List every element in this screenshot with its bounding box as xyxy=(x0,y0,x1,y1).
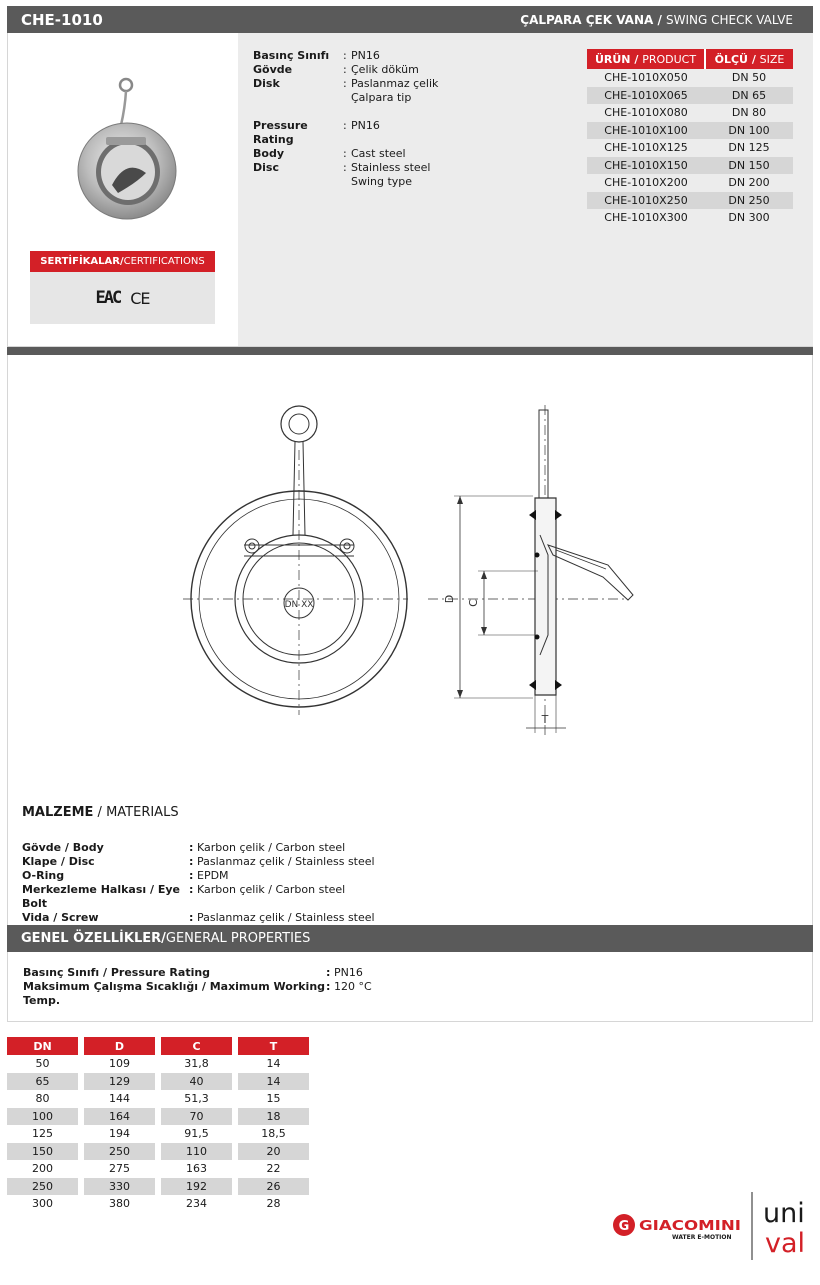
product-row xyxy=(587,157,793,175)
product-size-cell: DN 50 xyxy=(731,71,767,85)
spec-key xyxy=(253,105,343,119)
product-row xyxy=(587,87,793,105)
dimension-cell: 31,8 xyxy=(184,1057,209,1071)
spec-colon: : xyxy=(343,161,347,174)
dimension-row xyxy=(7,1178,309,1196)
section-divider xyxy=(7,347,813,355)
material-value: Paslanmaz çelik / Stainless steel xyxy=(197,855,375,868)
side-view xyxy=(428,405,633,735)
dimension-cell: 28 xyxy=(266,1197,281,1211)
dimension-row xyxy=(7,1125,309,1143)
product-code-cell: CHE-1010X300 xyxy=(604,211,688,225)
product-size-cell: DN 100 xyxy=(705,122,793,140)
material-row xyxy=(22,855,375,869)
dimension-cell: 192 xyxy=(161,1178,232,1196)
dimension-cell: 20 xyxy=(238,1143,309,1161)
dimension-row xyxy=(7,1108,309,1126)
material-value: EPDM xyxy=(197,869,229,882)
spec-key: Pressure Rating xyxy=(253,119,308,146)
material-colon: : xyxy=(189,869,194,882)
ce-mark-icon: CE xyxy=(130,288,150,308)
spec-row xyxy=(253,63,438,77)
material-value: Karbon çelik / Carbon steel xyxy=(197,841,346,854)
product-row xyxy=(587,174,793,192)
product-code-cell: CHE-1010X050 xyxy=(604,71,688,85)
dimension-cell: 14 xyxy=(266,1057,281,1071)
dimension-cell: 163 xyxy=(186,1162,207,1176)
product-row xyxy=(587,209,793,227)
product-summary xyxy=(7,33,813,347)
product-size-cell: DN 250 xyxy=(705,192,793,210)
dim-t-label: T xyxy=(541,713,549,726)
technical-drawing xyxy=(8,355,814,795)
spec-colon: : xyxy=(343,147,347,160)
dimension-cell: 50 xyxy=(35,1057,50,1071)
spec-row xyxy=(253,49,438,63)
general-value: PN16 xyxy=(334,966,363,979)
dimension-cell: 14 xyxy=(238,1073,309,1091)
size-header: ÖLÇÜ / SIZE xyxy=(705,49,793,69)
dimension-cell: 330 xyxy=(84,1178,155,1196)
dimension-cell: 51,3 xyxy=(184,1092,209,1106)
spec-row xyxy=(253,161,438,175)
dimension-row xyxy=(7,1055,309,1073)
material-row xyxy=(22,883,375,911)
dimension-row xyxy=(7,1195,309,1213)
spec-colon xyxy=(343,91,351,105)
dimension-cell: 109 xyxy=(109,1057,130,1071)
product-row xyxy=(587,122,793,140)
dimension-cell: 200 xyxy=(32,1162,53,1176)
dimension-header: T xyxy=(238,1037,309,1055)
material-key: Vida / Screw xyxy=(22,911,99,924)
product-code-cell: CHE-1010X080 xyxy=(604,106,688,120)
product-row xyxy=(587,104,793,122)
dimension-header: D xyxy=(84,1037,155,1055)
spec-row xyxy=(253,147,438,161)
material-colon: : xyxy=(189,883,194,896)
dimension-cell: 26 xyxy=(238,1178,309,1196)
dimension-cell: 380 xyxy=(109,1197,130,1211)
material-value: Paslanmaz çelik / Stainless steel xyxy=(197,911,375,924)
spec-value: PN16 xyxy=(351,119,380,132)
spec-list xyxy=(253,49,438,189)
unival-logo-top: uni xyxy=(763,1198,805,1229)
dimension-cell: 22 xyxy=(266,1162,281,1176)
dimension-cell: 250 xyxy=(84,1143,155,1161)
spec-row xyxy=(253,119,438,147)
general-value: 120 °C xyxy=(334,980,372,993)
material-colon: : xyxy=(189,855,194,868)
material-key: Gövde / Body xyxy=(22,841,104,854)
spec-value: Swing type xyxy=(351,175,413,188)
product-code-cell: CHE-1010X065 xyxy=(587,87,705,105)
dimension-table xyxy=(7,1037,309,1213)
general-key: Basınç Sınıfı / Pressure Rating xyxy=(23,966,211,979)
product-size-cell: DN 125 xyxy=(728,141,770,155)
spec-value: Cast steel xyxy=(351,147,406,160)
dimension-header: DN xyxy=(7,1037,78,1055)
dimension-cell: 275 xyxy=(109,1162,130,1176)
giacomini-logo: GIACOMINI xyxy=(639,1219,741,1234)
spec-colon: : xyxy=(343,119,347,132)
spec-key xyxy=(253,91,343,105)
spec-key xyxy=(253,175,343,189)
general-key: Maksimum Çalışma Sıcaklığı / Maximum Working Temp. xyxy=(23,980,326,1007)
unival-logo-bottom: val xyxy=(765,1228,806,1259)
spec-row xyxy=(253,105,438,119)
dimension-cell: 18 xyxy=(238,1108,309,1126)
product-size-cell: DN 65 xyxy=(705,87,793,105)
general-row xyxy=(23,966,372,980)
product-table xyxy=(587,49,793,227)
dimension-row xyxy=(7,1073,309,1091)
spec-row xyxy=(253,77,438,91)
product-photo xyxy=(8,33,238,233)
material-row xyxy=(22,841,375,855)
giacomini-tagline: WATER E-MOTION xyxy=(672,1234,732,1241)
product-row xyxy=(587,69,793,87)
spec-colon xyxy=(343,175,351,189)
product-image-column xyxy=(8,33,238,346)
material-key: O-Ring xyxy=(22,869,65,882)
spec-key: Disc xyxy=(253,161,279,174)
spec-colon: : xyxy=(343,63,347,76)
materials-title: MALZEME / MATERIALS xyxy=(22,805,179,820)
dimension-cell: 194 xyxy=(109,1127,130,1141)
certifications-header: SERTİFİKALAR / CERTIFICATIONS xyxy=(30,251,215,272)
general-properties-section xyxy=(7,952,813,1022)
spec-value: PN16 xyxy=(351,49,380,62)
spec-value: Çalpara tip xyxy=(351,91,412,104)
spec-colon xyxy=(343,105,351,119)
material-row xyxy=(22,911,375,925)
dimension-cell: 125 xyxy=(32,1127,53,1141)
dimension-cell: 110 xyxy=(161,1143,232,1161)
dn-label: DN XX xyxy=(284,600,314,610)
product-size-cell: DN 300 xyxy=(728,211,770,225)
dimension-row xyxy=(7,1160,309,1178)
eac-mark-icon: EAC xyxy=(95,288,121,308)
dimension-cell: 65 xyxy=(7,1073,78,1091)
dimension-row xyxy=(7,1090,309,1108)
dimension-cell: 129 xyxy=(84,1073,155,1091)
spec-row xyxy=(253,175,438,189)
product-code: CHE-1010 xyxy=(21,10,103,29)
product-code-cell: CHE-1010X100 xyxy=(587,122,705,140)
spec-key: Body xyxy=(253,147,284,160)
dimension-row xyxy=(7,1143,309,1161)
spec-value: Stainless steel xyxy=(351,161,431,174)
material-colon: : xyxy=(189,841,194,854)
spec-value: Çelik döküm xyxy=(351,63,419,76)
material-key: Merkezleme Halkası / Eye Bolt xyxy=(22,883,180,910)
spec-row xyxy=(253,91,438,105)
spec-key: Basınç Sınıfı xyxy=(253,49,330,62)
product-size-cell: DN 150 xyxy=(705,157,793,175)
front-view xyxy=(183,406,408,715)
dimension-cell: 70 xyxy=(161,1108,232,1126)
product-code-cell: CHE-1010X250 xyxy=(587,192,705,210)
product-code-cell: CHE-1010X200 xyxy=(604,176,688,190)
brand-logo-graphic xyxy=(612,1192,812,1262)
spec-value: Paslanmaz çelik xyxy=(351,77,439,90)
product-header: ÜRÜN / PRODUCT xyxy=(587,49,705,69)
spec-column xyxy=(238,33,813,346)
product-size-cell: DN 200 xyxy=(728,176,770,190)
product-row xyxy=(587,139,793,157)
dim-d-label: D xyxy=(443,594,456,604)
dimension-cell: 150 xyxy=(7,1143,78,1161)
certifications-box xyxy=(30,272,215,324)
materials-list xyxy=(22,841,375,925)
spec-colon: : xyxy=(343,77,347,90)
spec-key: Gövde xyxy=(253,63,293,76)
material-key: Klape / Disc xyxy=(22,855,95,868)
dimension-header: C xyxy=(161,1037,232,1055)
spec-key: Disk xyxy=(253,77,280,90)
dimension-cell: 300 xyxy=(32,1197,53,1211)
dimension-cell: 18,5 xyxy=(261,1127,286,1141)
spec-colon: : xyxy=(343,49,347,62)
materials-section xyxy=(22,805,375,925)
svg-text:G: G xyxy=(618,1219,630,1234)
general-properties-list xyxy=(23,966,372,1008)
dimension-cell: 40 xyxy=(161,1073,232,1091)
material-value: Karbon çelik / Carbon steel xyxy=(197,883,346,896)
dimension-cell: 164 xyxy=(84,1108,155,1126)
dimension-cell: 144 xyxy=(109,1092,130,1106)
dimension-cell: 15 xyxy=(266,1092,281,1106)
dimension-cell: 91,5 xyxy=(184,1127,209,1141)
dimension-cell: 80 xyxy=(35,1092,50,1106)
general-row xyxy=(23,980,372,1008)
material-colon: : xyxy=(189,911,194,924)
dim-c-label: C xyxy=(467,599,480,607)
product-title: ÇALPARA ÇEK VANA / SWING CHECK VALVE xyxy=(520,12,793,27)
general-colon: : xyxy=(326,980,331,993)
dimension-cell: 100 xyxy=(7,1108,78,1126)
product-code-cell: CHE-1010X150 xyxy=(587,157,705,175)
header-bar xyxy=(7,6,813,33)
brand-logos xyxy=(612,1192,812,1262)
material-row xyxy=(22,869,375,883)
dimension-cell: 250 xyxy=(7,1178,78,1196)
general-colon: : xyxy=(326,966,331,979)
product-code-cell: CHE-1010X125 xyxy=(604,141,688,155)
product-size-cell: DN 80 xyxy=(731,106,767,120)
dimension-cell: 234 xyxy=(186,1197,207,1211)
product-row xyxy=(587,192,793,210)
general-properties-bar: GENEL ÖZELLİKLER / GENERAL PROPERTIES xyxy=(7,925,813,952)
